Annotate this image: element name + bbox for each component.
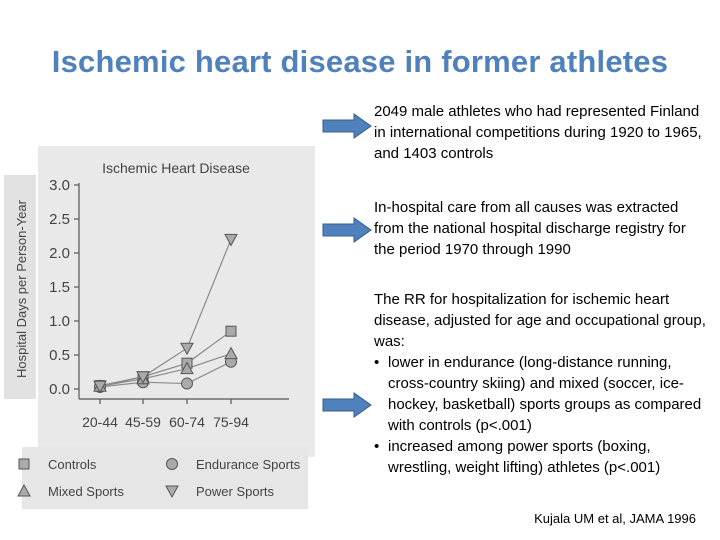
x-tick-label: 45-59 [125,414,161,430]
results-block [374,289,710,478]
y-tick-label: 1.0 [49,313,70,330]
arrow-shape [323,114,371,138]
legend-label: Endurance Sports [196,457,301,472]
legend-label: Mixed Sports [48,484,124,499]
bullet-text-power: increased among power sports (boxing, wrestling, weight lifting) athletes (p<.001) [388,438,661,476]
results-intro-text: The RR for hospitalization for ischemic heart disease, adjusted for age and occupational group, was: [374,291,706,350]
x-tick-label: 75-94 [213,414,249,430]
arrow-right-icon [322,113,372,139]
arrow-right-icon [322,217,372,243]
legend-label: Controls [48,457,97,472]
chart-title: Ischemic Heart Disease [102,160,250,176]
slide-title: Ischemic heart disease in former athletes [51,44,669,79]
list-item [374,436,710,478]
results-bullet-list [374,352,710,478]
y-tick-label: 0.5 [49,347,70,364]
y-tick-label: 1.5 [49,279,70,296]
arrow-shape [323,393,371,417]
list-item [374,352,710,436]
data-point [226,326,236,336]
ihd-line-chart [4,143,320,515]
study-population-text: 2049 male athletes who had represented Finland in international competitions during 1920 to 1965, and 1403 controls [374,103,702,162]
legend-marker [19,459,29,469]
x-tick-label: 20-44 [82,414,118,430]
bullet-text-endurance-mixed: lower in endurance (long-distance running, cross-country skiing) and mixed (soccer, ice-hockey, basketball) sports groups as compared with controls (p<.001) [388,354,702,434]
bullet-icon: • [374,438,380,455]
y-tick-label: 2.0 [49,245,70,262]
arrow-shape [323,218,371,242]
citation: Kujala UM et al, JAMA 1996 [534,511,696,526]
y-tick-label: 0.0 [49,381,70,398]
legend-label: Power Sports [196,484,275,499]
y-tick-label: 2.5 [49,211,70,228]
x-tick-label: 60-74 [169,414,205,430]
y-tick-label: 3.0 [49,177,70,194]
legend-marker [167,459,178,470]
data-point [182,378,193,389]
chart-y-axis-label: Hospital Days per Person-Year [14,200,29,378]
data-source-text: In-hospital care from all causes was extracted from the national hospital discharge registry for the period 1970 through 1990 [374,199,686,258]
bullet-icon: • [374,354,380,371]
arrow-right-icon [322,392,372,418]
